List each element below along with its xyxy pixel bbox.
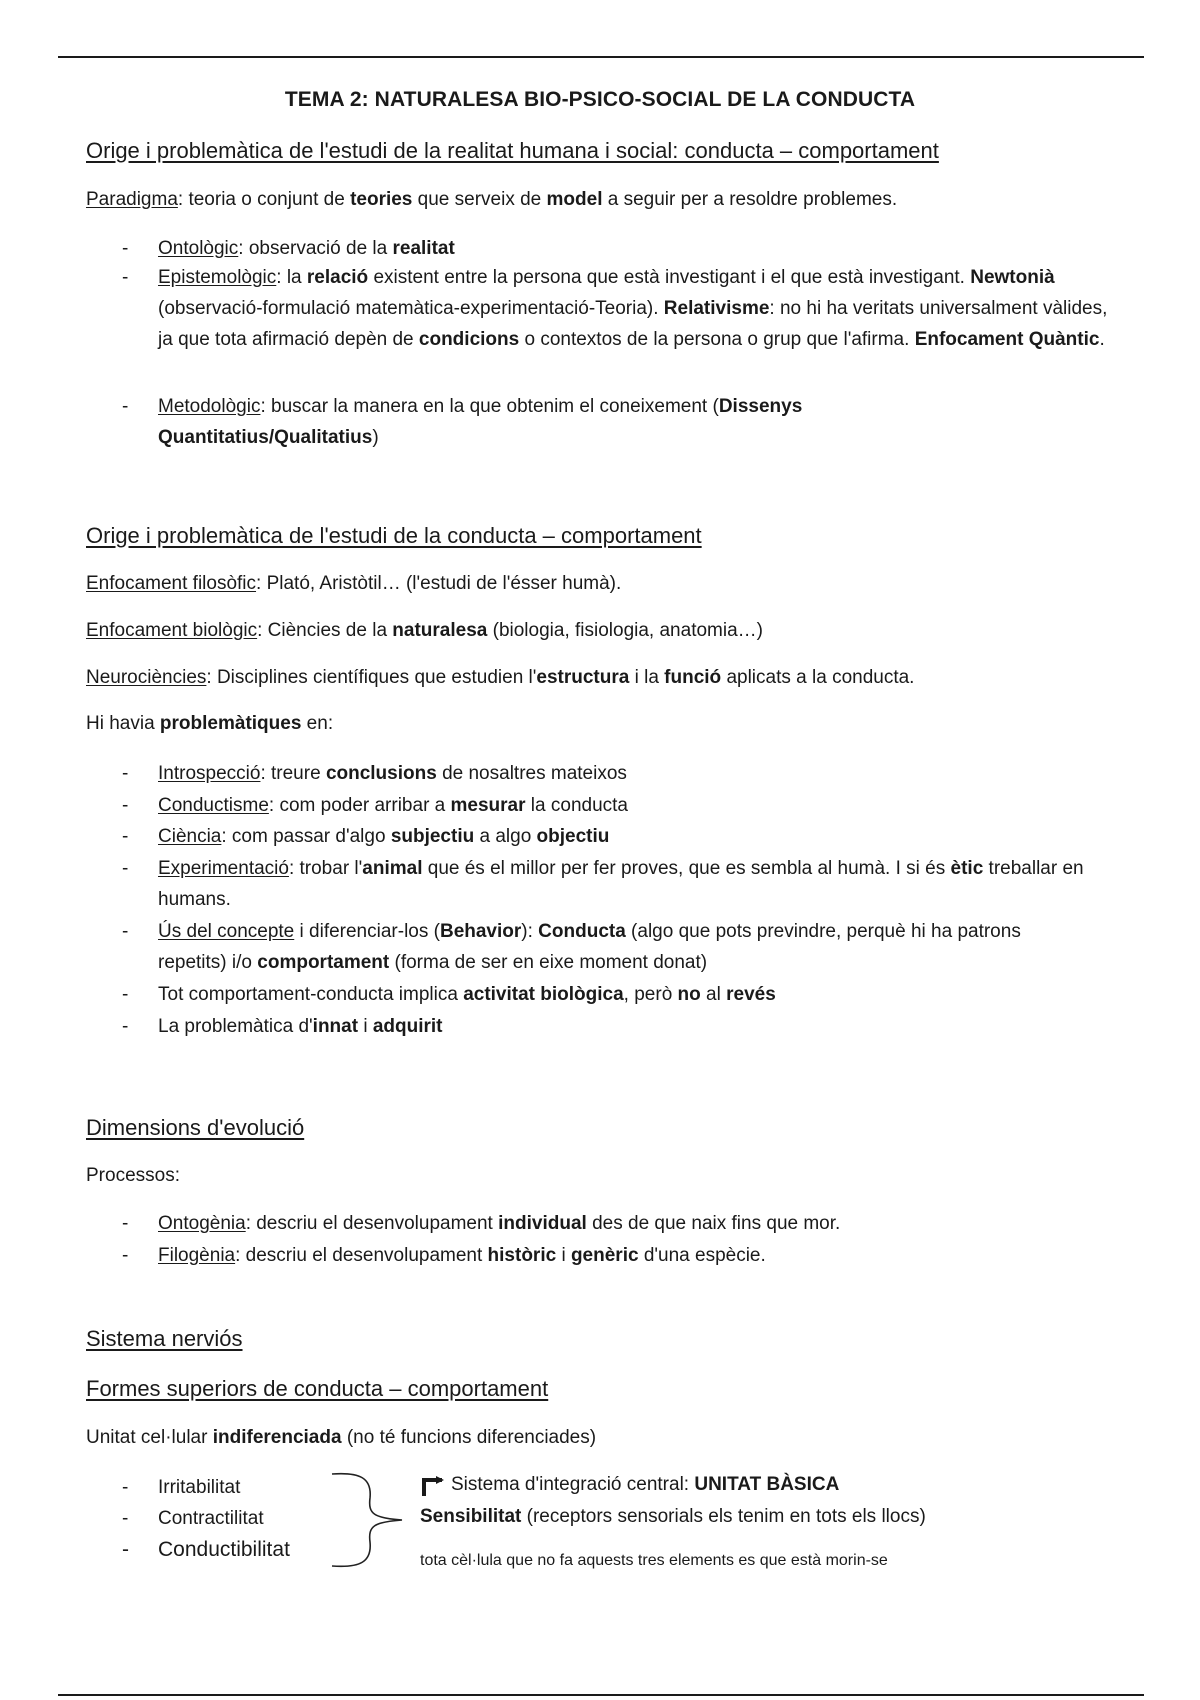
bullet-dash: -	[122, 1016, 129, 1037]
processos-label: Processos:	[86, 1165, 180, 1186]
item-bold: mesurar	[450, 795, 526, 816]
item-text: a algo	[474, 826, 537, 847]
bullet-dash: -	[122, 984, 129, 1005]
item-text: (algo que pots previndre, perquè hi ha patrons repetits) i/o	[158, 921, 1021, 973]
item-text: : trobar l'	[288, 858, 363, 879]
item-bold: Behavior	[439, 921, 522, 942]
page-title: TEMA 2: NATURALESA BIO-PSICO-SOCIAL DE LA CONDUCTA	[284, 88, 916, 111]
item-text: : la	[276, 267, 307, 288]
item-bold: animal	[362, 858, 423, 879]
item-text: i	[358, 1016, 373, 1037]
item-bold: relació	[306, 267, 369, 288]
bullet-dash: -	[122, 1245, 129, 1266]
section2-heading: Orige i problemàtica de l'estudi de la conducta – comportament	[86, 523, 702, 548]
paragraph-bold: naturalesa	[392, 620, 488, 641]
corner-arrow-icon	[420, 1476, 446, 1496]
item-bold: subjectiu	[390, 826, 475, 847]
section1-heading: Orige i problemàtica de l'estudi de la realitat humana i social: conducta – comportament	[86, 138, 939, 163]
item-text: )	[372, 427, 379, 448]
item-bold: innat	[312, 1016, 359, 1037]
item-text: treballar en humans.	[158, 858, 1084, 910]
biologic-paragraph	[86, 620, 763, 642]
bullet-dash: -	[122, 826, 129, 847]
item-term: Epistemològic	[158, 267, 277, 288]
paragraph-bold: indiferenciada	[212, 1427, 342, 1448]
item-bold: Newtonià	[970, 267, 1055, 288]
paragraph-text: (biologia, fisiologia, anatomia…)	[487, 620, 763, 641]
item-text: Tot comportament-conducta implica	[158, 984, 464, 1005]
paragraph-text: : Disciplines científiques que estudien l'	[206, 667, 537, 688]
bullet-dash: -	[122, 763, 129, 784]
item-text: : com passar d'algo	[221, 826, 391, 847]
bullet-dash: -	[122, 1477, 129, 1498]
item-text: : no hi ha veritats universalment vàlides, ja que tota afirmació depèn de	[158, 298, 1108, 350]
item-text: : com poder arribar a	[268, 795, 451, 816]
paragraph-text: Unitat cel·lular	[86, 1427, 213, 1448]
bullet-dash: -	[122, 1213, 129, 1234]
item-text: i diferenciar-los (	[294, 921, 440, 942]
item-bold: Enfocament Quàntic	[914, 329, 1100, 350]
item-text: , però	[623, 984, 678, 1005]
item-text: : treure	[260, 763, 326, 784]
paragraph-bold: estructura	[536, 667, 630, 688]
item-term: Introspecció	[158, 763, 261, 784]
bullet-dash: -	[122, 396, 129, 417]
item-text: des de que naix fins que mor.	[586, 1213, 841, 1234]
item-bold: activitat biològica	[463, 984, 624, 1005]
paradigma-term: Paradigma	[86, 189, 178, 210]
bullet-dash: -	[122, 795, 129, 816]
item-text: i	[556, 1245, 571, 1266]
item-bold: Dissenys Quantitatius/Qualitatius	[158, 396, 803, 448]
item-bold: històric	[487, 1245, 557, 1266]
item-text: existent entre la persona que està investigant i el que està investigant.	[368, 267, 971, 288]
paragraph-text: i la	[629, 667, 665, 688]
paradigma-text: a seguir per a resoldre problemes.	[602, 189, 898, 210]
item-term: Ciència	[158, 826, 222, 847]
bottom-rule	[58, 1694, 1144, 1696]
item-text: (observació-formulació matemàtica-experimentació-Teoria).	[158, 298, 664, 319]
item-term: Conductisme	[158, 795, 269, 816]
paragraph-bold: UNITAT BÀSICA	[694, 1474, 840, 1495]
item-text: : descriu el desenvolupament	[235, 1245, 488, 1266]
section4-heading: Sistema nerviós	[86, 1326, 243, 1351]
item-text: : observació de la	[238, 238, 393, 259]
paradigma-text: : teoria o conjunt de	[177, 189, 351, 210]
item-term: Filogènia	[158, 1245, 236, 1266]
paragraph-text: : Ciències de la	[257, 620, 393, 641]
item-bold: comportament	[257, 952, 390, 973]
item-bold: Conducta	[538, 921, 626, 942]
item-bold: ètic	[950, 858, 984, 879]
item-bold: conclusions	[325, 763, 437, 784]
paradigma-bold: model	[546, 189, 603, 210]
item-text: : buscar la manera en la que obtenim el coneixement (	[260, 396, 719, 417]
item-text: : descriu el desenvolupament	[245, 1213, 499, 1234]
prop-label: Irritabilitat	[158, 1477, 241, 1498]
item-text: ):	[521, 921, 539, 942]
paragraph-text: : Plató, Aristòtil… (l'estudi de l'ésser humà).	[256, 573, 622, 594]
item-text: d'una espècie.	[638, 1245, 766, 1266]
item-term: Ús del concepte	[158, 921, 295, 942]
item-text: al	[700, 984, 727, 1005]
item-text: .	[1099, 329, 1105, 350]
paragraph-bold: Sensibilitat	[420, 1506, 522, 1527]
bullet-dash: -	[122, 267, 129, 288]
paragraph-text: aplicats a la conducta.	[721, 667, 915, 688]
section4-subheading: Formes superiors de conducta – comportament	[86, 1376, 549, 1401]
item-term: Experimentació	[158, 858, 289, 879]
bullet-dash: -	[122, 238, 129, 259]
item-term: Ontogènia	[158, 1213, 246, 1234]
unitat-paragraph	[86, 1427, 596, 1449]
item-text: que és el millor per fer proves, que es sembla al humà. I si és	[422, 858, 951, 879]
hi-havia-paragraph	[86, 713, 333, 735]
paragraph-term: Enfocament filosòfic	[86, 573, 257, 594]
paragraph-term: Neurociències	[86, 667, 207, 688]
item-bold: individual	[498, 1213, 587, 1234]
paradigma-text: que serveix de	[412, 189, 547, 210]
item-text: La problemàtica d'	[158, 1016, 313, 1037]
nota-line: tota cèl·lula que no fa aquests tres elements es que està morin-se	[420, 1552, 888, 1569]
item-text: o contextos de la persona o grup que l'afirma.	[519, 329, 915, 350]
item-bold: condicions	[418, 329, 520, 350]
item-text: la conducta	[525, 795, 628, 816]
prop-label: Contractilitat	[158, 1508, 264, 1529]
top-rule	[58, 56, 1144, 58]
item-bold: revés	[726, 984, 776, 1005]
curly-brace-icon	[330, 1470, 410, 1570]
item-bold: objectiu	[536, 826, 610, 847]
paragraph-term: Enfocament biològic	[86, 620, 258, 641]
bullet-dash: -	[122, 921, 129, 942]
item-bold: adquirit	[372, 1016, 443, 1037]
item-term: Ontològic	[158, 238, 239, 259]
paradigma-bold: teories	[350, 189, 413, 210]
neuro-paragraph	[86, 667, 914, 689]
paragraph-text: Sistema d'integració central:	[451, 1474, 695, 1495]
paragraph-bold: problemàtiques	[159, 713, 302, 734]
sistema-line	[451, 1474, 839, 1496]
bullet-dash: -	[122, 858, 129, 879]
paragraph-text: (receptors sensorials els tenim en tots els llocs)	[521, 1506, 926, 1527]
item-text: (forma de ser en eixe moment donat)	[389, 952, 708, 973]
filosofic-paragraph	[86, 573, 621, 595]
item-bold: Relativisme	[663, 298, 770, 319]
item-bold: realitat	[392, 238, 455, 259]
paragraph-text: (no té funcions diferenciades)	[341, 1427, 597, 1448]
sensibilitat-line	[420, 1506, 926, 1528]
prop-label: Conductibilitat	[158, 1538, 290, 1561]
paragraph-text: Hi havia	[86, 713, 160, 734]
bullet-dash: -	[122, 1508, 129, 1529]
item-text: de nosaltres mateixos	[436, 763, 627, 784]
item-term: Metodològic	[158, 396, 261, 417]
paradigma-paragraph	[86, 189, 897, 211]
item-bold: genèric	[570, 1245, 639, 1266]
paragraph-bold: funció	[664, 667, 722, 688]
item-bold: no	[677, 984, 701, 1005]
paragraph-text: en:	[301, 713, 334, 734]
section3-heading: Dimensions d'evolució	[86, 1115, 305, 1140]
bullet-dash: -	[122, 1538, 129, 1561]
